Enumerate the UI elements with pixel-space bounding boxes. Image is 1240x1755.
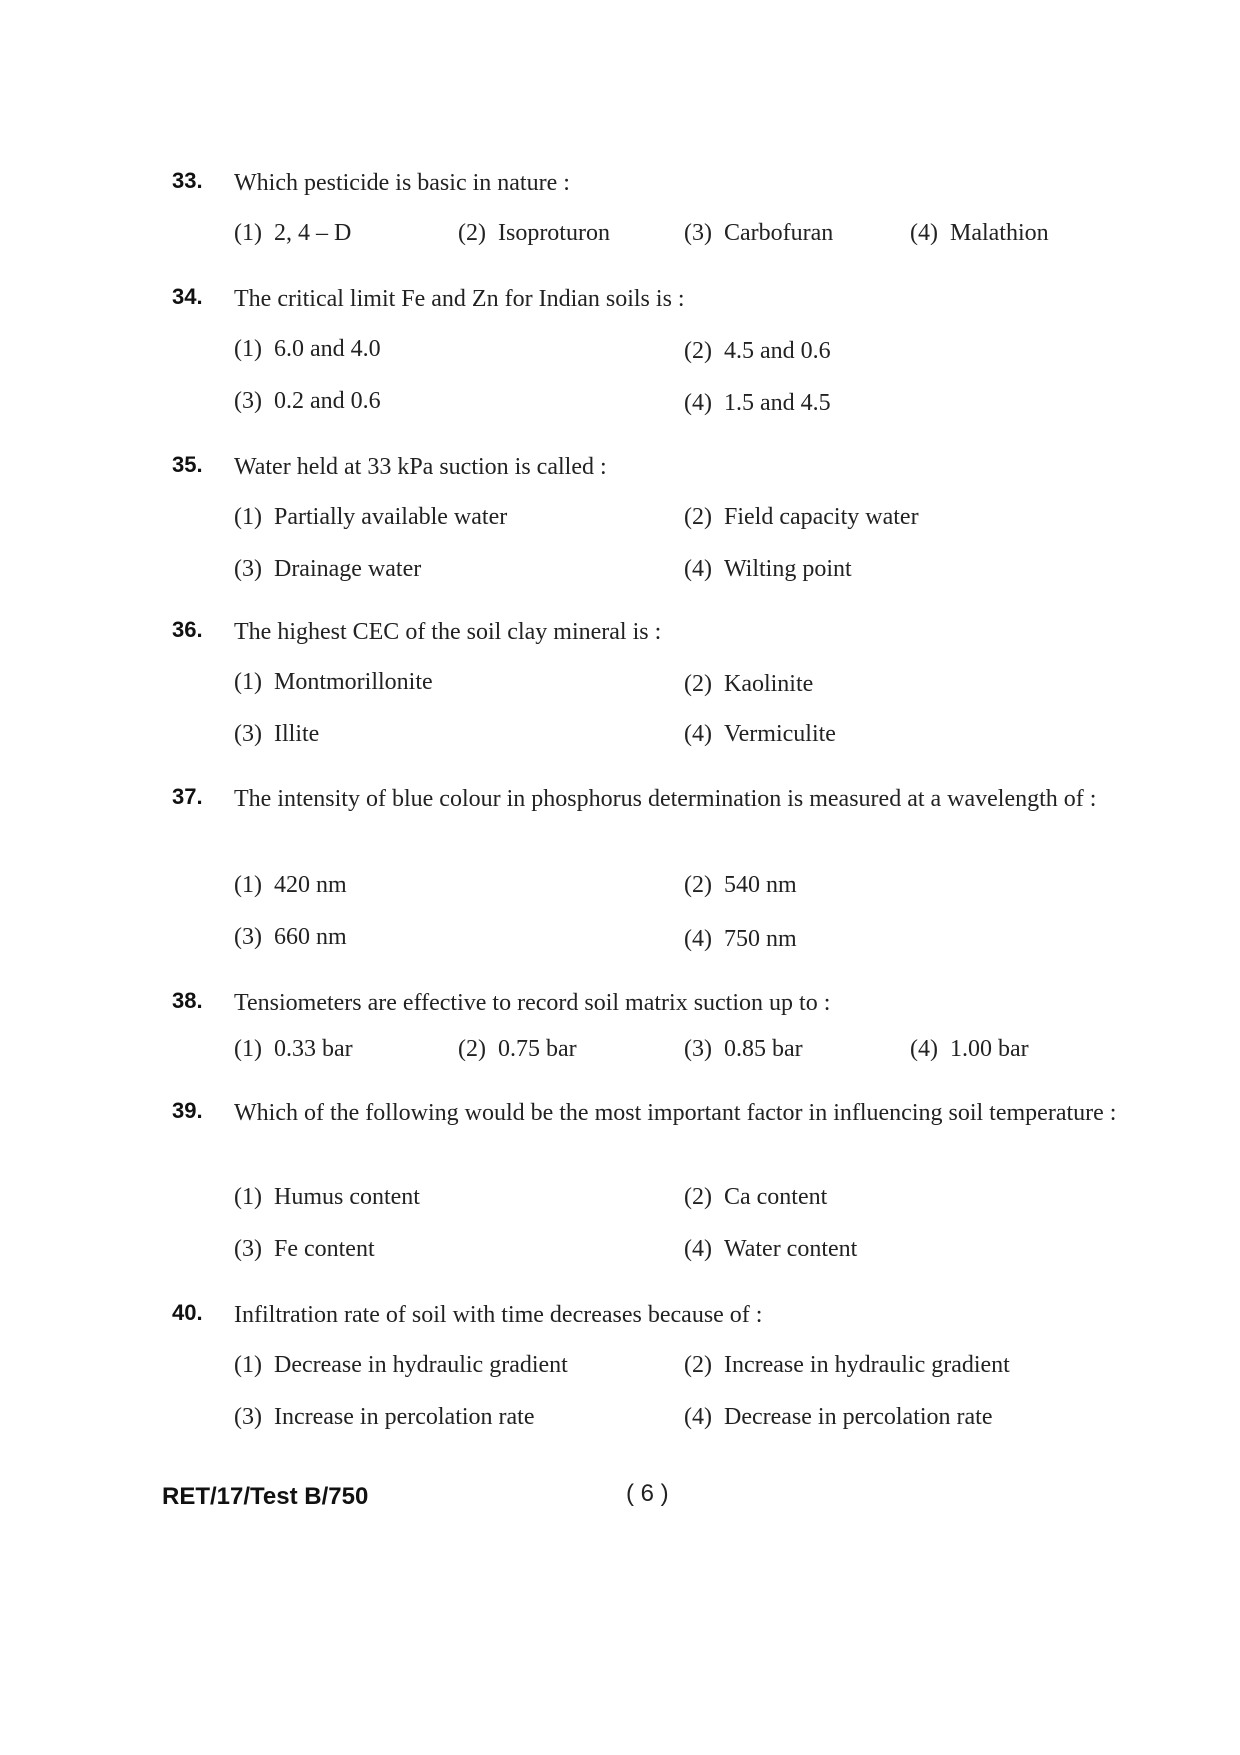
option-1: (1) 0.33 bar (234, 1036, 353, 1062)
option-1: (1) Decrease in hydraulic gradient (234, 1352, 568, 1378)
question-text: The intensity of blue colour in phosphorus determination is measured at a wavelength of : (234, 786, 1097, 812)
option-2: (2) 540 nm (684, 872, 797, 898)
question-text: Which pesticide is basic in nature : (234, 170, 570, 196)
option-3: (3) Drainage water (234, 556, 422, 582)
option-4: (4) Vermiculite (684, 721, 836, 747)
question-number: 35. (172, 452, 203, 477)
option-4: (4) Water content (684, 1236, 858, 1262)
question-number: 38. (172, 988, 203, 1013)
question-text: Water held at 33 kPa suction is called : (234, 454, 607, 480)
option-1: (1) Humus content (234, 1184, 420, 1210)
option-4: (4) 1.00 bar (910, 1036, 1029, 1062)
option-3: (3) 0.2 and 0.6 (234, 388, 381, 414)
option-4: (4) 750 nm (684, 926, 797, 952)
option-2: (2) Increase in hydraulic gradient (684, 1352, 1010, 1378)
option-2: (2) Kaolinite (684, 671, 814, 697)
option-1: (1) 420 nm (234, 872, 347, 898)
question-text: Infiltration rate of soil with time decreases because of : (234, 1302, 763, 1328)
option-3: (3) 0.85 bar (684, 1036, 803, 1062)
question-number: 39. (172, 1098, 203, 1123)
option-3: (3) Illite (234, 721, 320, 747)
option-1: (1) Montmorillonite (234, 669, 433, 695)
question-number: 34. (172, 284, 203, 309)
question-number: 37. (172, 784, 203, 809)
question-number: 33. (172, 168, 203, 193)
option-3: (3) 660 nm (234, 924, 347, 950)
option-1: (1) Partially available water (234, 504, 508, 530)
question-number: 40. (172, 1300, 203, 1325)
question-number: 36. (172, 617, 203, 642)
option-2: (2) 4.5 and 0.6 (684, 338, 831, 364)
option-2: (2) Ca content (684, 1184, 828, 1210)
option-3: (3) Carbofuran (684, 220, 834, 246)
question-text: The critical limit Fe and Zn for Indian soils is : (234, 286, 685, 312)
test-code: RET/17/Test B/750 (162, 1483, 369, 1510)
option-4: (4) Decrease in percolation rate (684, 1404, 993, 1430)
option-4: (4) Malathion (910, 220, 1049, 246)
option-1: (1) 6.0 and 4.0 (234, 336, 381, 362)
question-text: Tensiometers are effective to record soil matrix suction up to : (234, 990, 831, 1016)
option-3: (3) Fe content (234, 1236, 375, 1262)
option-2: (2) Field capacity water (684, 504, 919, 530)
question-text: The highest CEC of the soil clay mineral is : (234, 619, 662, 645)
option-2: (2) Isoproturon (458, 220, 610, 246)
option-4: (4) Wilting point (684, 556, 852, 582)
page-number: ( 6 ) (626, 1480, 669, 1507)
question-text: Which of the following would be the most important factor in influencing soil temperature : (234, 1100, 1117, 1126)
option-1: (1) 2, 4 – D (234, 220, 352, 246)
option-3: (3) Increase in percolation rate (234, 1404, 535, 1430)
option-2: (2) 0.75 bar (458, 1036, 577, 1062)
option-4: (4) 1.5 and 4.5 (684, 390, 831, 416)
